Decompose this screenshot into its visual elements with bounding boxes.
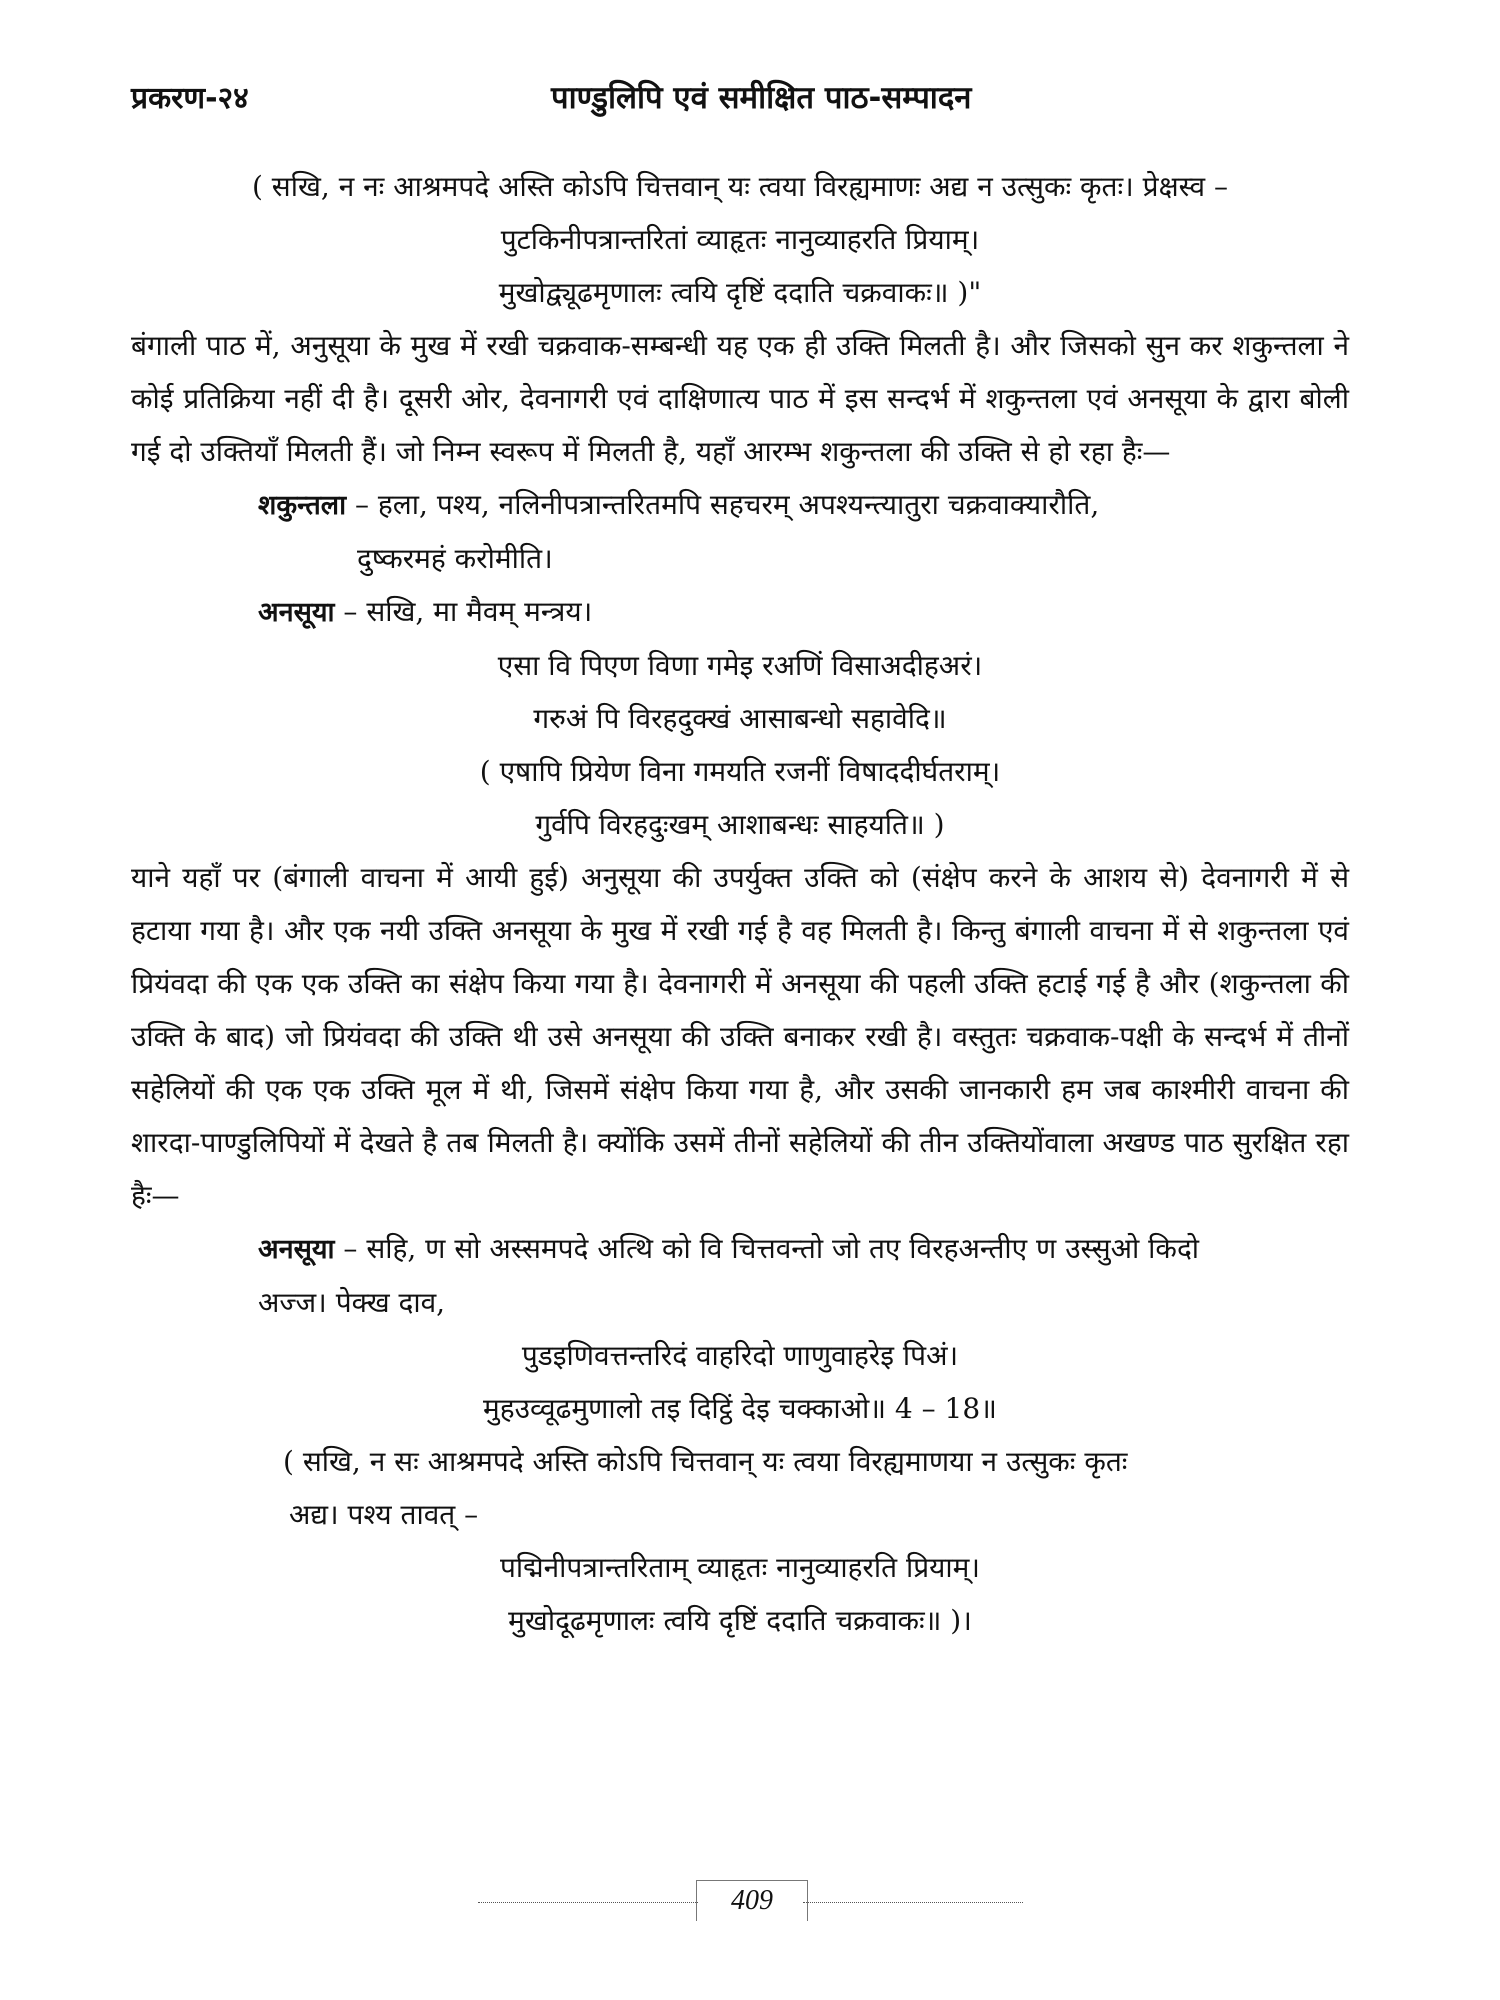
speaker-text: – हला, पश्य, नलिनीपत्रान्तरितमपि सहचरम् अपश्यन्त्यातुरा चक्रवाक्यारौति,	[346, 488, 1100, 521]
speaker-text: – सखि, मा मैवम् मन्त्रय।	[334, 595, 593, 628]
dialogue-anasuya-2	[258, 1222, 1349, 1276]
verse-line: मुखोदूढमृणालः त्वयि दृष्टिं ददाति चक्रवाकः॥ )।	[508, 1604, 972, 1637]
running-header	[131, 72, 1361, 122]
translation-line: अद्य। पश्य तावत् –	[289, 1498, 479, 1531]
page-footer	[478, 1880, 1023, 1920]
chapter-label: प्रकरण-२४	[131, 81, 249, 116]
footer-rule	[803, 1902, 1023, 1903]
verse-line: गुर्वपि विरहदुःखम् आशाबन्धः साहयति॥ )	[535, 808, 945, 841]
verse-line: ( एषापि प्रियेण विना गमयति रजनीं विषाददीर्घतराम्।	[479, 755, 1001, 788]
dialogue-anasuya	[258, 585, 1349, 639]
dialogue-shakuntala	[258, 478, 1349, 532]
running-title: पाण्डुलिपि एवं समीक्षित पाठ-सम्पादन	[551, 80, 972, 116]
speaker-name: शकुन्तला	[258, 490, 347, 521]
main-text	[131, 160, 1349, 1647]
verse-line: पद्मिनीपत्रान्तरिताम् व्याहृतः नानुव्याहरति प्रियाम्।	[499, 1551, 981, 1584]
footer-rule	[478, 1902, 698, 1903]
speaker-name: अनसूया	[258, 597, 335, 628]
verse-line: एसा वि पिएण विणा गमेइ रअणिं विसाअदीहअरं।	[497, 649, 983, 682]
dialogue-anasuya-2-cont: अज्ज। पेक्ख दाव,	[258, 1286, 446, 1319]
speaker-name: अनसूया	[258, 1234, 335, 1265]
paragraph-1: बंगाली पाठ में, अनुसूया के मुख में रखी चक्रवाक-सम्बन्धी यह एक ही उक्ति मिलती है। और जिसको सुन कर शकुन्तला ने कोई प्रतिक्रिया नहीं दी है। दूसरी ओर, देवनागरी एवं दाक्षिणात्य पाठ में इस सन्दर्भ में शकुन्तला एवं अनसूया के द्वारा बोली गई दो उक्तियाँ मिलती हैं। जो निम्न स्वरूप में मिलती है, यहाँ आरम्भ शकुन्तला की उक्ति से हो रहा हैः—	[131, 329, 1349, 468]
quote-line-1: ( सखि, न नः आश्रमपदे अस्ति कोऽपि चित्तवान् यः त्वया विरह्यमाणः अद्य न उत्सुकः कृतः। प्रेक्षस्व –	[251, 170, 1229, 203]
quote-line-3: मुखोद्व्यूढमृणालः त्वयि दृष्टिं ददाति चक्रवाकः॥ )"	[498, 276, 982, 309]
translation-line: ( सखि, न सः आश्रमपदे अस्ति कोऽपि चित्तवान् यः त्वया विरह्यमाणया न उत्सुकः कृतः	[283, 1445, 1128, 1478]
verse-line: गरुअं पि विरहदुक्खं आसाबन्धो सहावेदि॥	[533, 702, 947, 735]
page-number: 409	[696, 1880, 808, 1921]
quote-line-2: पुटकिनीपत्रान्तरितां व्याहृतः नानुव्याहरति प्रियाम्।	[500, 223, 980, 256]
dialogue-shakuntala-cont: दुष्करमहं करोमीति।	[357, 542, 553, 575]
paragraph-2: याने यहाँ पर (बंगाली वाचना में आयी हुई) अनुसूया की उपर्युक्त उक्ति को (संक्षेप करने के आशय से) देवनागरी में से हटाया गया है। और एक नयी उक्ति अनसूया के मुख में रखी गई है वह मिलती है। किन्तु बंगाली वाचना में से शकुन्तला एवं प्रियंवदा की एक एक उक्ति का संक्षेप किया गया है। देवनागरी में अनसूया की पहली उक्ति हटाई गई है और (शकुन्तला की उक्ति के बाद) जो प्रियंवदा की उक्ति थी उसे अनसूया की उक्ति बनाकर रखी है। वस्तुतः चक्रवाक-पक्षी के सन्दर्भ में तीनों सहेलियों की एक एक उक्ति मूल में थी, जिसमें संक्षेप किया गया है, और उसकी जानकारी हम जब काश्मीरी वाचना की शारदा-पाण्डुलिपियों में देखते है तब मिलती है। क्योंकि उसमें तीनों सहेलियों की तीन उक्तियोंवाला अखण्ड पाठ सुरक्षित रहा हैः—	[131, 861, 1349, 1212]
speaker-text: – सहि, ण सो अस्समपदे अत्थि को वि चित्तवन्तो जो तए विरहअन्तीए ण उस्सुओ किदो	[334, 1232, 1200, 1265]
verse-line: पुडइणिवत्तन्तरिदं वाहरिदो णाणुवाहरेइ पिअं।	[521, 1339, 959, 1372]
verse-line: मुहउव्वूढमुणालो तइ दिट्ठिं देइ चक्काओ॥ 4 – 18॥	[483, 1392, 997, 1425]
